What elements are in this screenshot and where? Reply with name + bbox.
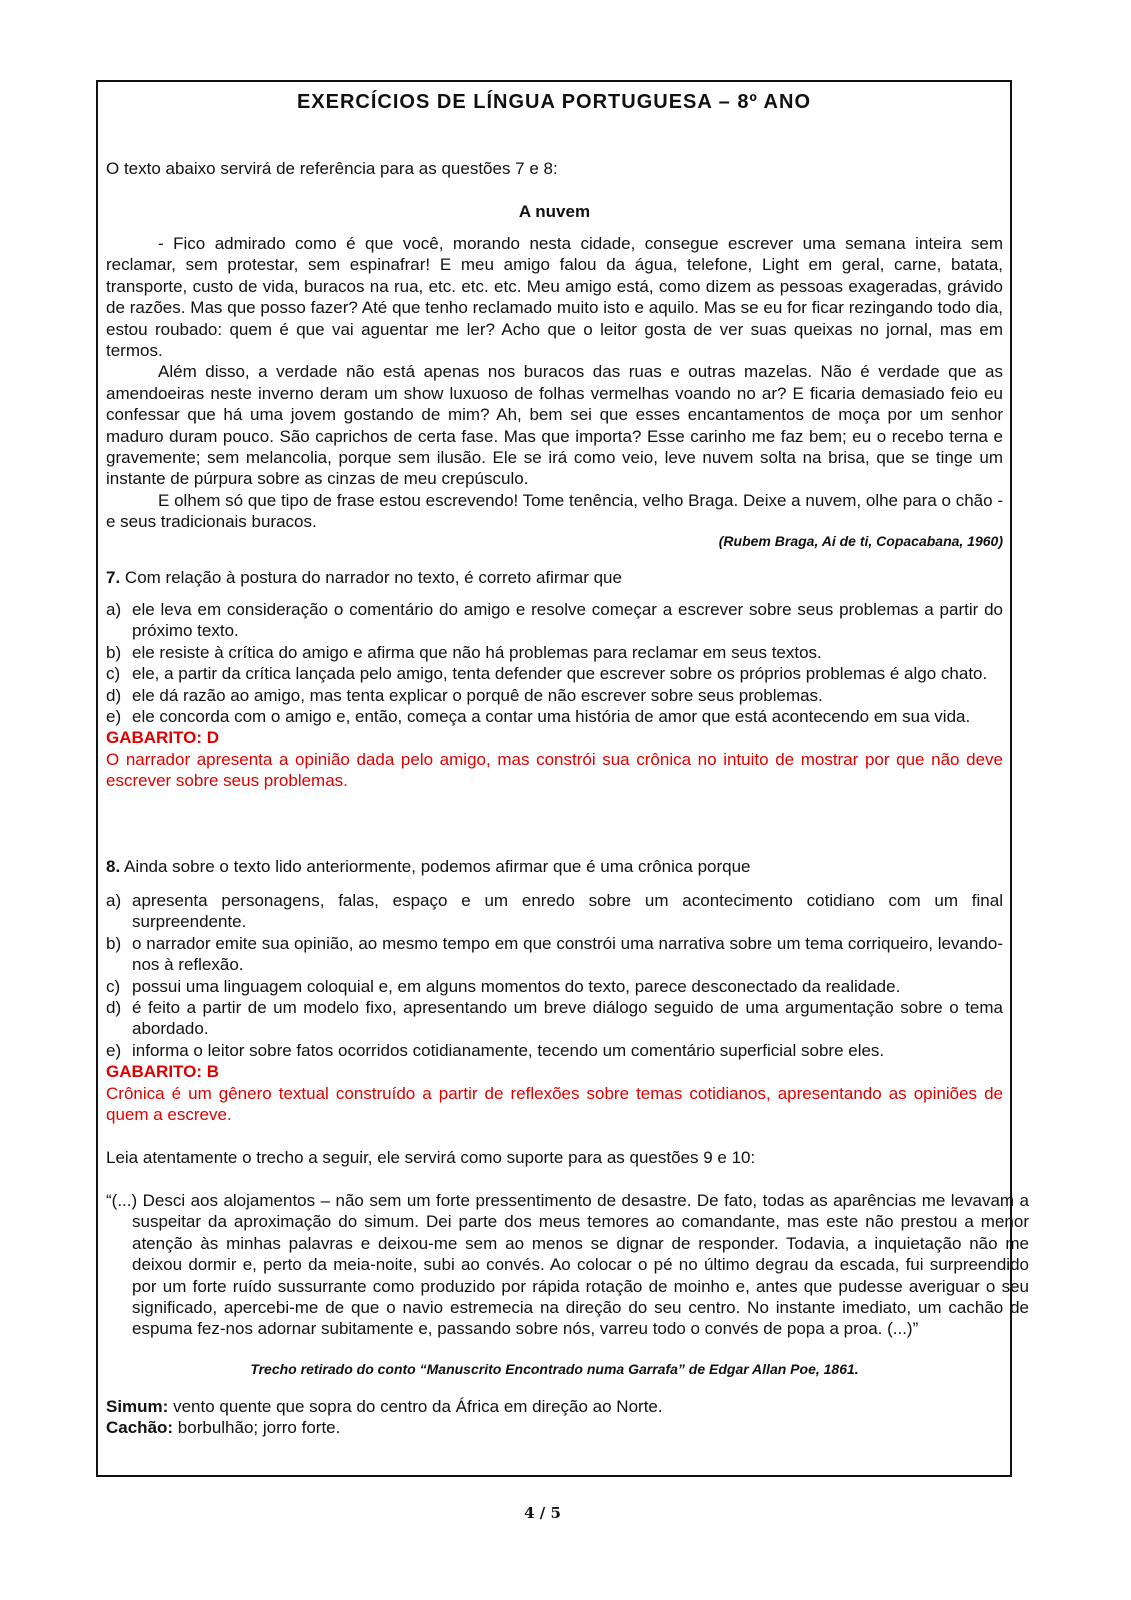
excerpt-source: Trecho retirado do conto “Manuscrito Encontrado numa Garrafa” de Edgar Allan Poe, 1861.: [250, 1361, 859, 1377]
intro-text: O texto abaixo servirá de referência para as questões 7 e 8:: [106, 159, 558, 178]
text-title: A nuvem: [518, 202, 591, 221]
intro-text-2: Leia atentamente o trecho a seguir, ele servirá como suporte para as questões 9 e 10:: [106, 1148, 756, 1167]
option-b: b) o narrador emite sua opinião, ao mesmo tempo em que constrói uma narrativa sobre um tema corriqueiro, levando-nos à reflexão.: [106, 933, 1003, 975]
paragraph: E olhem só que tipo de frase estou escrevendo! Tome tenência, velho Braga. Deixe a nuvem, olhe para o chão - e seus tradicionais buracos.: [106, 490, 1003, 532]
paragraph: Além disso, a verdade não está apenas nos buracos das ruas e outras mazelas. Não é verdade que as amendoeiras neste inverno deram um show luxuoso de folhas vermelhas voando no ar? E ficaria demasiado feio eu confessar que há uma jovem gostando de mim? Ah, bem sei que esses encantamentos de moça por um senhor maduro duram pouco. São caprichos de certa fase. Mas que importa? Esse carinho me faz bem; eu o recebo terna e gravemente; sem melancolia, porque sem ilusão. Ele se irá como veio, leve nuvem solta na brisa, que se tinge um instante de púrpura sobre as cinzas de meu crepúsculo.: [106, 362, 1003, 489]
question-8: [106, 856, 1003, 877]
page-number: 4 / 5: [524, 1504, 561, 1522]
q8-options: [106, 890, 1003, 1125]
question-7: [106, 567, 1003, 588]
glossary-item: Simum: vento quente que sopra do centro da África em direção ao Norte.: [106, 1397, 663, 1416]
answer-key: GABARITO: B: [106, 1062, 220, 1082]
option-a: a) apresenta personagens, falas, espaço e um enredo sobre um acontecimento cotidiano com um final surpreendente.: [106, 891, 1003, 932]
citation: (Rubem Braga, Ai de ti, Copacabana, 1960): [718, 533, 1003, 549]
answer-explanation: O narrador apresenta a opinião dada pelo amigo, mas constrói sua crônica no intuito de mostrar por que não deve escrever sobre seus problemas.: [106, 749, 1003, 791]
question-stem: Com relação à postura do narrador no texto, é correto afirmar que: [124, 568, 622, 587]
option-c: c) ele, a partir da crítica lançada pelo amigo, tenta defender que escrever sobre os próprios problemas é algo chato.: [106, 664, 988, 684]
passage: [106, 233, 1003, 533]
question-stem: Ainda sobre o texto lido anteriormente, podemos afirmar que é uma crônica porque: [123, 857, 751, 876]
option-e: e) informa o leitor sobre fatos ocorridos cotidianamente, tecendo um comentário superficial sobre eles.: [106, 1040, 885, 1060]
page-title: EXERCÍCIOS DE LÍNGUA PORTUGUESA – 8º ANO: [296, 91, 812, 113]
answer-explanation: Crônica é um gênero textual construído a partir de reflexões sobre temas cotidianos, apresentando as opiniões de quem a escreve.: [106, 1083, 1003, 1125]
option-a: a) ele leva em consideração o comentário do amigo e resolve começar a escrever sobre seus problemas a partir do próximo texto.: [106, 600, 1003, 641]
excerpt: “(...) Desci aos alojamentos – não sem um forte pressentimento de desastre. De fato, todas as aparências me levavam a suspeitar da aproximação do simum. Dei parte dos meus temores ao comandante, mas este não prestou a menor atenção às minhas palavras e deixou-me sem ao menos se dignar de responder. Todavia, a inquietação não me deixou dormir e, perto da meia-noite, subi ao convés. Ao colocar o pé no último degrau da escada, fui surpreendido por um forte ruído sussurrante como produzido por rápida rotação de moinho e, antes que pudesse averiguar o seu significado, apercebi-me de que o navio estremecia na direção do seu centro. No instante imediato, um cachão de espuma fez-nos adornar subitamente e, passando sobre nós, varreu todo o convés de popa a proa. (...)”: [106, 1191, 1029, 1339]
option-d: d) é feito a partir de um modelo fixo, apresentando um breve diálogo seguido de uma argumentação sobre o tema abordado.: [106, 998, 1003, 1039]
question-number: 8.: [106, 857, 121, 876]
q7-options: [106, 599, 1003, 792]
option-c: c) possui uma linguagem coloquial e, em alguns momentos do texto, parece desconectado da realidade.: [106, 976, 901, 996]
paragraph: - Fico admirado como é que você, morando nesta cidade, consegue escrever uma semana inteira sem reclamar, sem protestar, sem espinafrar! E meu amigo falou da água, telefone, Light em geral, carne, batata, transporte, custo de vida, buracos na rua, etc. etc. etc. Meu amigo está, como dizem as pessoas exageradas, grávido de razões. Mas que posso fazer? Até que tenho reclamado muito isto e aquilo. Mas se eu for ficar rezingando todo dia, estou roubado: quem é que vai aguentar me ler? Acho que o leitor gosta de ver suas queixas no jornal, mas em termos.: [106, 234, 1003, 361]
question-number: 7.: [106, 568, 121, 587]
glossary-item: Cachão: borbulhão; jorro forte.: [106, 1418, 341, 1438]
answer-key: GABARITO: D: [106, 728, 220, 748]
option-b: b) ele resiste à crítica do amigo e afirma que não há problemas para reclamar em seus textos.: [106, 642, 822, 662]
option-e: e) ele concorda com o amigo e, então, começa a contar uma história de amor que está acontecendo em sua vida.: [106, 707, 971, 727]
option-d: d) ele dá razão ao amigo, mas tenta explicar o porquê de não escrever sobre seus problemas.: [106, 685, 823, 705]
glossary: [106, 1396, 1003, 1439]
